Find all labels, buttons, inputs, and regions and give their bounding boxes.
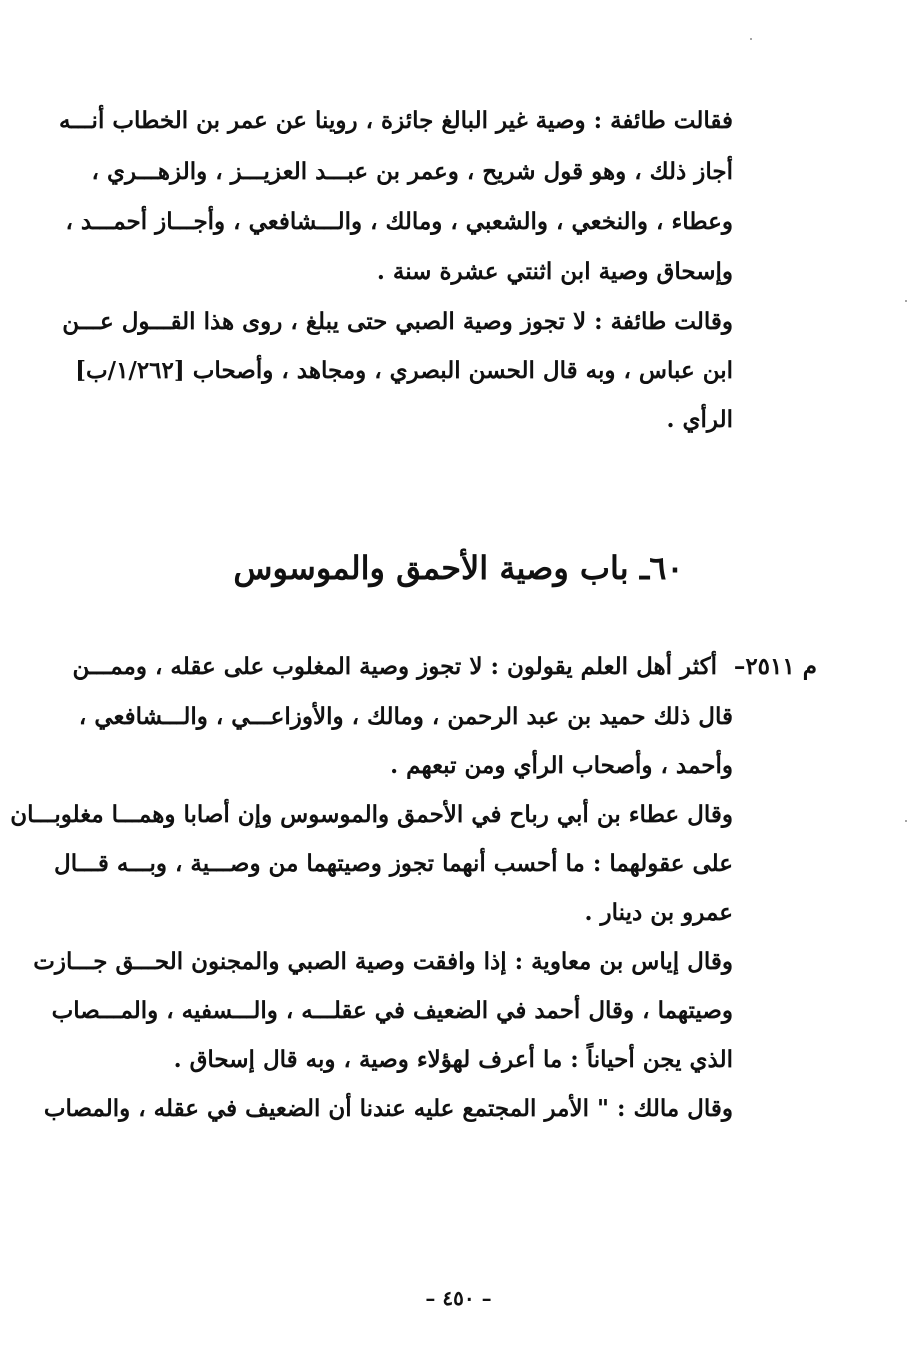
- text-line: وقال إياس بن معاوية : إذا وافقت وصية الصبي والمجنون الحـــق جـــازت: [33, 948, 733, 975]
- text-line: وإسحاق وصية ابن اثنتي عشرة سنة .: [376, 258, 733, 285]
- text-line: أكثر أهل العلم يقولون : لا تجوز وصية المغلوب على عقله ، وممـــن: [72, 653, 717, 680]
- text-line: وقال مالك : " الأمر المجتمع عليه عندنا أن الضعيف في عقله ، والمصاب: [43, 1095, 733, 1122]
- text-line: وقال عطاء بن أبي رباح في الأحمق والموسوس وإن أصابا وهمـــا مغلوبـــان: [10, 801, 733, 828]
- text-line: وعطاء ، والنخعي ، والشعبي ، ومالك ، والـــشافعي ، وأجـــاز أحمـــد ،: [65, 208, 733, 235]
- text-line: الذي يجن أحياناً : ما أعرف لهؤلاء وصية ، وبه قال إسحاق .: [173, 1046, 733, 1073]
- text-line: فقالت طائفة : وصية غير البالغ جائزة ، روينا عن عمر بن الخطاب أنـــه: [59, 107, 733, 134]
- text-line: ابن عباس ، وبه قال الحسن البصري ، ومجاهد ، وأصحاب [١/٢٦٢/ب]: [75, 357, 733, 384]
- page-number: – ٤٥٠ –: [425, 1286, 492, 1310]
- text-line: وصيتهما ، وقال أحمد في الضعيف في عقلـــه ، والـــسفيه ، والمـــصاب: [51, 997, 733, 1024]
- paragraph-number: م ٢٥١١–: [733, 653, 817, 680]
- text-line: أجاز ذلك ، وهو قول شريح ، وعمر بن عبـــد العزيـــز ، والزهـــري ،: [91, 158, 733, 185]
- section-heading: ٦٠ـ باب وصية الأحمق والموسوس: [233, 549, 684, 587]
- scan-speck: [905, 820, 907, 822]
- text-line: الرأي .: [666, 406, 733, 433]
- text-line: وقالت طائفة : لا تجوز وصية الصبي حتى يبلغ ، روى هذا القـــول عـــن: [62, 308, 733, 335]
- scan-speck: [750, 38, 752, 40]
- scan-speck: [905, 300, 907, 302]
- text-line: وأحمد ، وأصحاب الرأي ومن تبعهم .: [390, 752, 733, 779]
- text-line: عمرو بن دينار .: [584, 899, 733, 926]
- text-line: قال ذلك حميد بن عبد الرحمن ، ومالك ، والأوزاعـــي ، والـــشافعي ،: [78, 703, 733, 730]
- text-line: على عقولهما : ما أحسب أنهما تجوز وصيتهما من وصـــية ، وبـــه قـــال: [54, 850, 733, 877]
